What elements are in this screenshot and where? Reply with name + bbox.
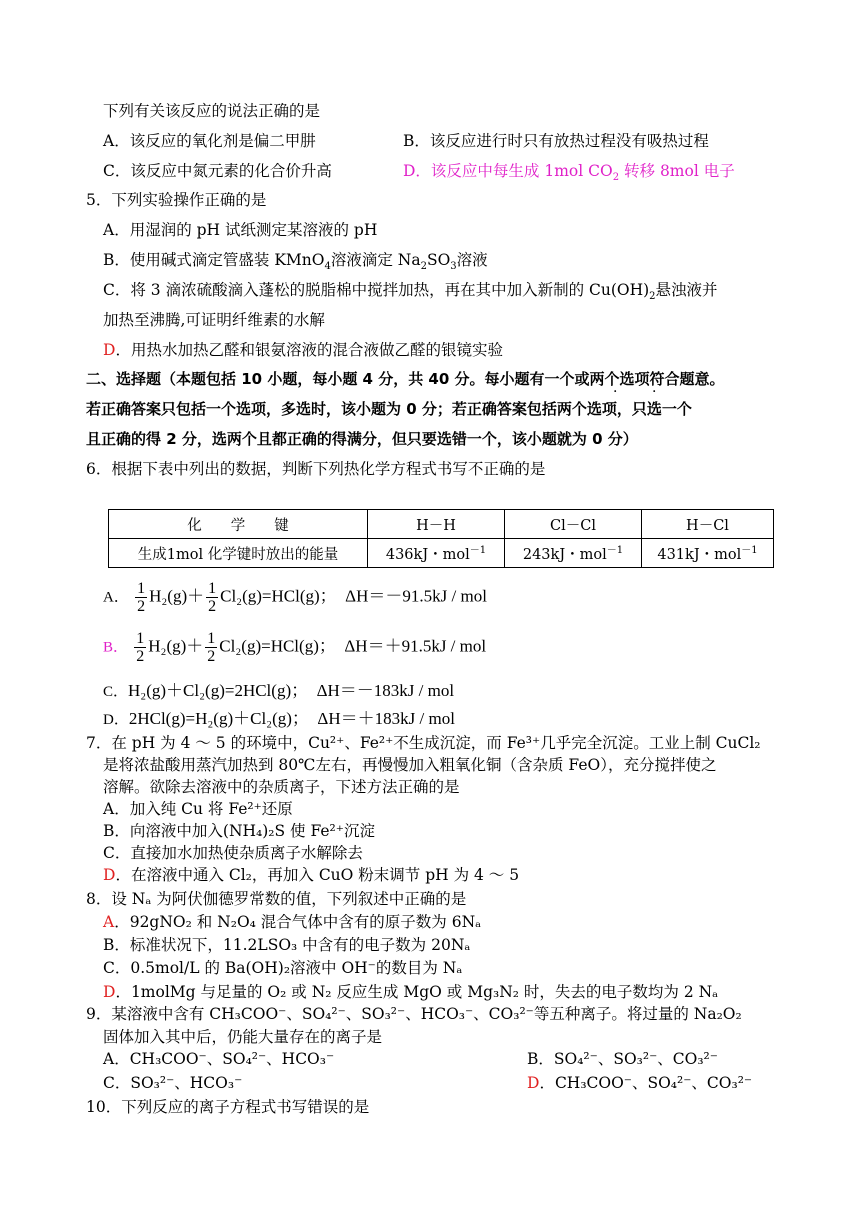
q7-option-c: C．直接加水加热使杂质离子水解除去 bbox=[103, 844, 363, 862]
q9-line2: 固体加入其中后，仍能大量存在的离子是 bbox=[103, 1028, 383, 1046]
q7-option-b: B．向溶液中加入(NH₄)₂S 使 Fe²⁺沉淀 bbox=[103, 822, 375, 840]
q9-option-a: A．CH₃COO⁻、SO₄²⁻、HCO₃⁻ bbox=[103, 1050, 335, 1068]
q9-option-b: B．SO₄²⁻、SO₃²⁻、CO₃²⁻ bbox=[527, 1050, 718, 1068]
q6-option-c: C．H₂(g)＋Cl₂(g)=2HCl(g)； ΔH＝－183kJ / mol bbox=[103, 681, 455, 700]
fraction-half: $\frac{1}{2}$ bbox=[208, 580, 217, 615]
q8-option-c: C．0.5mol/L 的 Ba(OH)₂溶液中 OH⁻的数目为 Nₐ bbox=[103, 959, 463, 977]
q9-option-c: C．SO₃²⁻、HCO₃⁻ bbox=[103, 1074, 243, 1092]
q4-stem: 下列有关该反应的说法正确的是 bbox=[103, 102, 321, 120]
table-cell: 243kJ・mol$^{-1}$ bbox=[505, 539, 642, 568]
q7-line2: 是将浓盐酸用蒸汽加热到 80℃左右，再慢慢加入粗氧化铜（含杂质 FeO），充分搅拌使之 bbox=[103, 756, 717, 774]
table-cell: 431kJ・mol$^{-1}$ bbox=[642, 539, 774, 568]
q4-option-d: D．该反应中每生成 1mol $CO_2$ 转移 8mol 电子 bbox=[403, 162, 735, 184]
q10-stem: 10．下列反应的离子方程式书写错误的是 bbox=[86, 1098, 370, 1116]
q7-option-d: D．在溶液中通入 Cl₂，再加入 CuO 粉末调节 pH 为 4 ～ 5 bbox=[103, 866, 520, 884]
q6-stem: 6．根据下表中列出的数据，判断下列热化学方程式书写不正确的是 bbox=[86, 460, 546, 478]
bond-energy-table bbox=[108, 509, 774, 568]
q5-option-a: A．用湿润的 pH 试纸测定某溶液的 pH bbox=[103, 221, 378, 239]
emphasis-dot: · bbox=[652, 384, 657, 400]
q7-option-a: A．加入纯 Cu 将 Fe²⁺还原 bbox=[103, 800, 293, 818]
q8-option-b: B．标准状况下，11.2LSO₃ 中含有的电子数为 20Nₐ bbox=[103, 936, 471, 954]
fraction-half: $\frac{1}{2}$ bbox=[136, 630, 145, 665]
q8-stem: 8．设 Nₐ 为阿伏伽德罗常数的值，下列叙述中正确的是 bbox=[86, 890, 467, 908]
q5-option-b: B．使用碱式滴定管盛装 KMnO$_4$溶液滴定 $Na_2SO_3$溶液 bbox=[103, 251, 488, 273]
q5-option-d: D．用热水加热乙醛和银氨溶液的混合液做乙醛的银镜实验 bbox=[103, 341, 503, 359]
table-header-cell: 化 学 键 bbox=[109, 510, 368, 539]
q4-option-b: B．该反应进行时只有放热过程没有吸热过程 bbox=[403, 132, 709, 150]
q5-option-c-line1: C．将 3 滴浓硫酸滴入蓬松的脱脂棉中搅拌加热，再在其中加入新制的 $Cu(OH)_2$悬浊液并 bbox=[103, 281, 718, 303]
table-row bbox=[109, 539, 774, 568]
q8-option-a: A．92gNO₂ 和 N₂O₄ 混合气体中含有的原子数为 6Nₐ bbox=[103, 913, 482, 931]
q6-option-d: D．2HCl(g)=H₂(g)＋Cl₂(g)； ΔH＝＋183kJ / mol bbox=[103, 709, 455, 728]
table-row-label: 生成1mol 化学键时放出的能量 bbox=[109, 539, 368, 568]
q6-option-b: B． $\frac{1}{2}$ H₂(g)＋ $\frac{1}{2}$ Cl₂(g)=HCl(g)； ΔH＝＋91.5kJ / mol bbox=[103, 630, 487, 665]
q9-option-d: D．CH₃COO⁻、SO₄²⁻、CO₃²⁻ bbox=[527, 1074, 753, 1092]
section2-line2: 若正确答案只包括一个选项，多选时，该小题为 0 分；若正确答案包括两个选项，只选一个 bbox=[86, 400, 692, 418]
q5-option-c-line2: 加热至沸腾,可证明纤维素的水解 bbox=[103, 311, 325, 329]
q7-line3: 溶解。欲除去溶液中的杂质离子，下述方法正确的是 bbox=[103, 778, 460, 796]
q4-option-a: A．该反应的氧化剂是偏二甲肼 bbox=[103, 132, 316, 150]
fraction-half: $\frac{1}{2}$ bbox=[207, 630, 216, 665]
q5-stem: 5．下列实验操作正确的是 bbox=[86, 191, 267, 209]
table-header-cell: Cl－Cl bbox=[505, 510, 642, 539]
q7-line1: 7．在 pH 为 4 ～ 5 的环境中，Cu²⁺、Fe²⁺不生成沉淀，而 Fe³⁺几乎完全沉淀。工业上制 CuCl₂ bbox=[86, 734, 761, 752]
q9-line1: 9．某溶液中含有 CH₃COO⁻、SO₄²⁻、SO₃²⁻、HCO₃⁻、CO₃²⁻等五种离子。将过量的 Na₂O₂ bbox=[86, 1005, 742, 1023]
q6-option-a: A． $\frac{1}{2}$ H₂(g)＋ $\frac{1}{2}$ Cl₂(g)=HCl(g)； ΔH＝－91.5kJ / mol bbox=[103, 580, 487, 615]
q4-option-c: C．该反应中氮元素的化合价升高 bbox=[103, 162, 332, 180]
table-header-cell: H－H bbox=[368, 510, 505, 539]
table-cell: 436kJ・mol$^{-1}$ bbox=[368, 539, 505, 568]
section2-line3: 且正确的得 2 分，选两个且都正确的得满分，但只要选错一个，该小题就为 0 分） bbox=[86, 430, 638, 448]
emphasis-dot: · bbox=[613, 384, 618, 400]
q8-option-d: D．1molMg 与足量的 O₂ 或 N₂ 反应生成 MgO 或 Mg₃N₂ 时，失去的电子数均为 2 Nₐ bbox=[103, 983, 719, 1001]
table-row bbox=[109, 510, 774, 539]
fraction-half: $\frac{1}{2}$ bbox=[137, 580, 146, 615]
section2-line1: 二、选择题（本题包括 10 小题，每小题 4 分，共 40 分。每小题有一个或两个选项符合题意。 bbox=[86, 370, 725, 388]
table-header-cell: H－Cl bbox=[642, 510, 774, 539]
